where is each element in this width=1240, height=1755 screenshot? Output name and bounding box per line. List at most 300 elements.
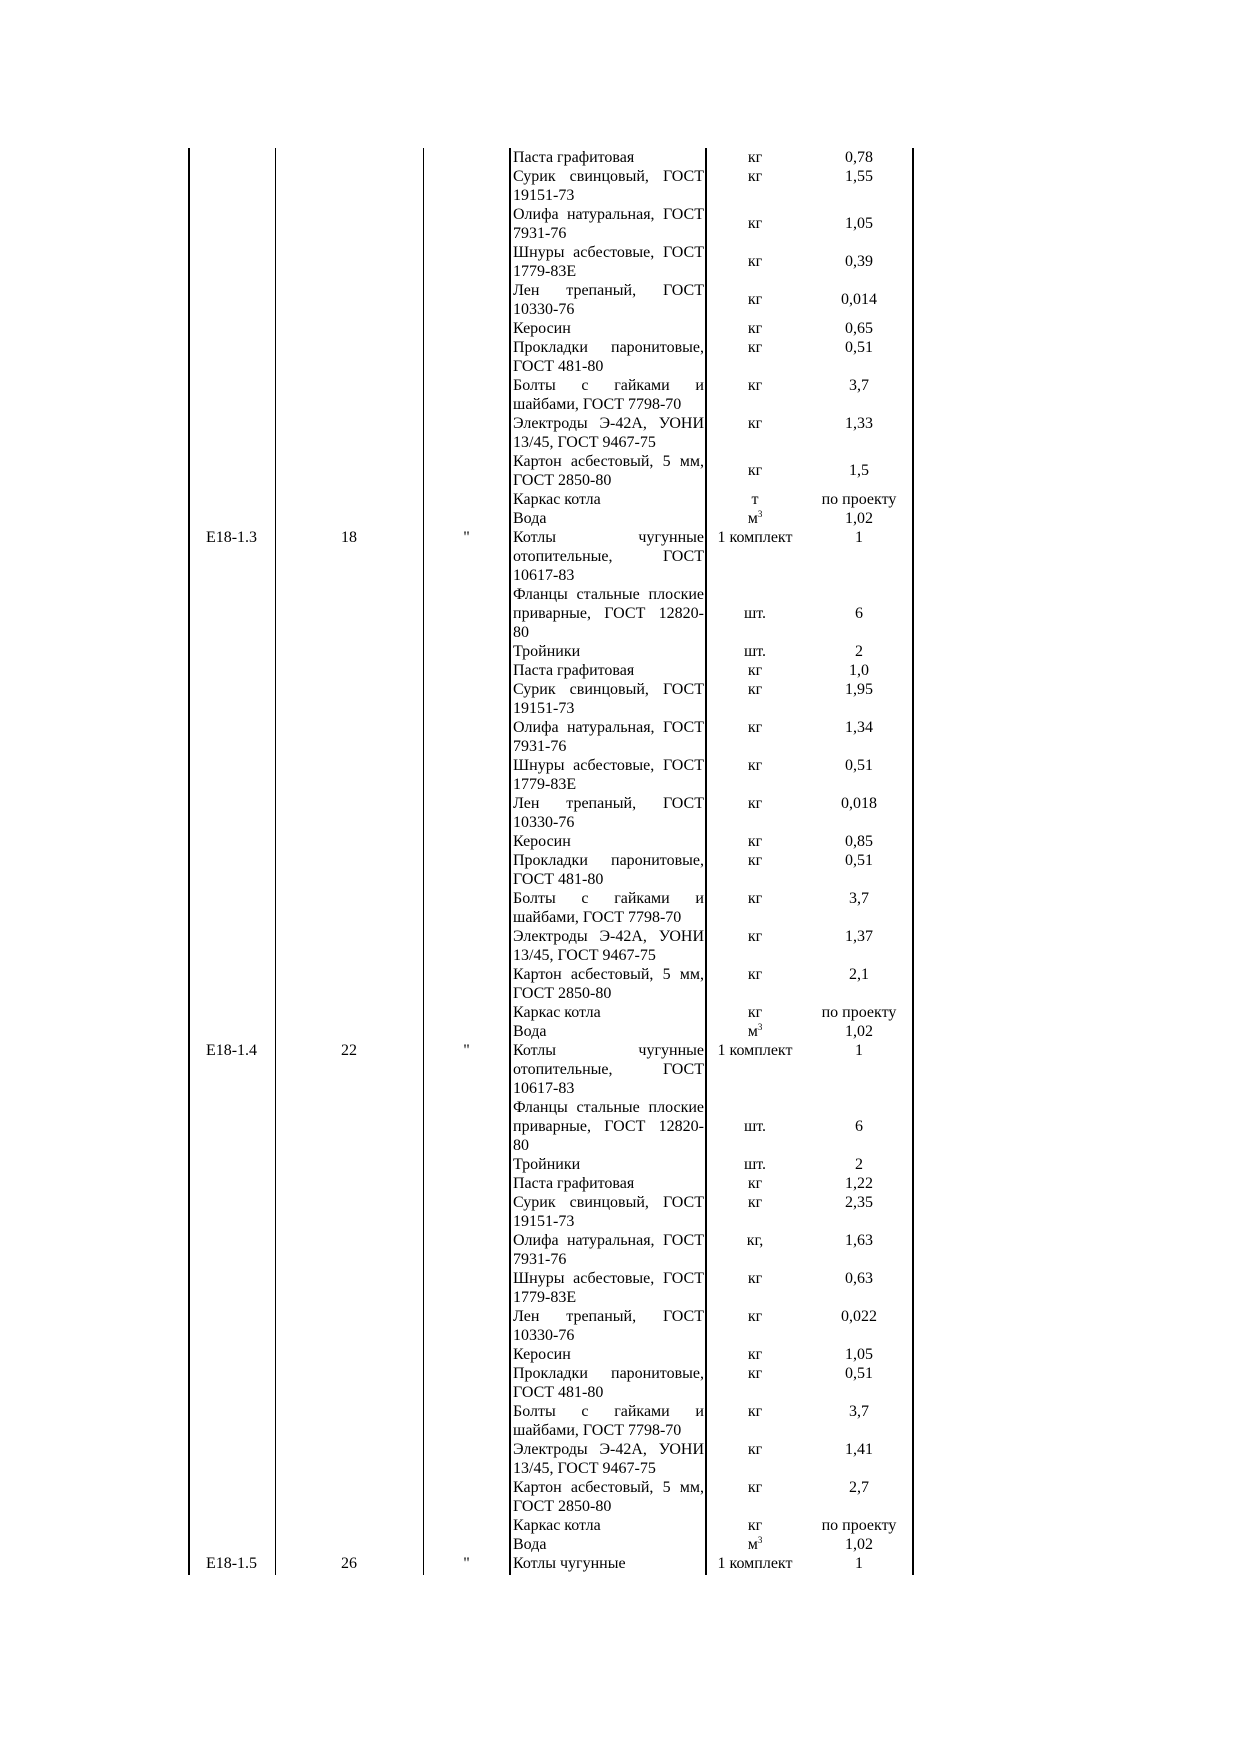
norm-value-cell: по проекту [821, 1517, 897, 1534]
norm-value-cell: 0,51 [845, 1365, 873, 1382]
norm-value-cell: 0,018 [841, 795, 877, 812]
capacity-cell [275, 319, 423, 338]
material-name-line: Каркас котла [513, 1004, 601, 1021]
unit-text: кг [747, 339, 763, 356]
material-name-cell [510, 794, 706, 832]
table-row [188, 414, 914, 452]
ditto-cell [423, 490, 510, 509]
material-name-line: Котлы чугунные [513, 1555, 626, 1572]
rate-code-cell [188, 148, 275, 167]
table-row [188, 661, 914, 680]
material-name-line: Болты с гайками и [513, 377, 704, 394]
material-name-line: Сурик свинцовый, ГОСТ [513, 168, 704, 185]
norm-value-cell: 0,65 [845, 320, 873, 337]
table-row [188, 148, 914, 167]
norm-value-cell: 6 [855, 1118, 863, 1135]
material-name-cell [510, 889, 706, 927]
unit-superscript: 3 [757, 509, 763, 519]
material-name-line: Картон асбестовый, 5 мм, [513, 453, 704, 470]
unit-text: кг [747, 1346, 763, 1363]
unit-cell [706, 1003, 804, 1022]
material-name-line: Вода [513, 510, 547, 527]
table-row [188, 319, 914, 338]
unit-cell [706, 1478, 804, 1497]
table-row [188, 1554, 914, 1573]
material-name-line: 19151-73 [513, 1213, 575, 1230]
table-row [188, 1193, 914, 1231]
unit-cell [706, 167, 804, 186]
norm-value-cell: 1,02 [845, 1536, 873, 1553]
unit-text: шт. [743, 605, 767, 622]
material-name-line: 80 [513, 624, 529, 641]
capacity-cell [275, 1155, 423, 1174]
unit-text: м [747, 1536, 758, 1553]
material-name-line: Вода [513, 1536, 547, 1553]
rate-code-cell [188, 661, 275, 680]
unit-cell [706, 642, 804, 661]
rate-code-cell [188, 832, 275, 851]
unit-text: кг [747, 966, 763, 983]
material-name-line: ГОСТ 481-80 [513, 358, 604, 375]
unit-cell [706, 661, 804, 680]
unit-text: шт. [743, 643, 767, 660]
unit-cell [706, 1174, 804, 1193]
table-row [188, 452, 914, 490]
norm-value-cell: 0,51 [845, 339, 873, 356]
ditto-cell [423, 832, 510, 851]
capacity-cell [275, 661, 423, 680]
material-name-line: шайбами, ГОСТ 7798-70 [513, 1422, 682, 1439]
ditto-cell [423, 1478, 510, 1497]
ditto-cell [423, 1022, 510, 1041]
capacity-cell: 26 [341, 1555, 357, 1572]
table-row [188, 1307, 914, 1345]
ditto-cell [423, 319, 510, 338]
ditto-cell: " [463, 529, 470, 546]
rate-code-cell [188, 452, 275, 471]
unit-superscript: 3 [757, 1535, 763, 1545]
capacity-cell [275, 1478, 423, 1497]
unit-cell [706, 965, 804, 984]
norm-value-cell: 2,7 [849, 1479, 869, 1496]
unit-superscript: 3 [757, 1022, 763, 1032]
rate-code-cell [188, 1478, 275, 1497]
material-name-cell [510, 1098, 706, 1155]
material-name-line: 1779-83Е [513, 263, 577, 280]
ditto-cell [423, 1269, 510, 1288]
unit-text: кг [747, 1004, 763, 1021]
table-row [188, 1003, 914, 1022]
capacity-cell [275, 965, 423, 984]
material-name-cell [510, 1440, 706, 1478]
material-name-line: отопительные, ГОСТ [513, 548, 704, 565]
unit-text: м [747, 1023, 758, 1040]
name-column-left-border [509, 148, 511, 1575]
table-row [188, 1174, 914, 1193]
ditto-cell [423, 1440, 510, 1459]
rate-code-cell [188, 490, 275, 509]
capacity-cell [275, 376, 423, 395]
unit-text: кг [747, 415, 763, 432]
norm-value-cell: 3,7 [849, 890, 869, 907]
unit-cell [706, 490, 804, 509]
rate-code-cell [188, 851, 275, 870]
material-name-line: Керосин [513, 833, 571, 850]
capacity-cell [275, 1098, 423, 1117]
rate-code-cell [188, 889, 275, 908]
table-row [188, 167, 914, 205]
unit-text: кг [747, 890, 763, 907]
unit-cell [706, 1364, 804, 1383]
unit-cell [706, 585, 804, 623]
capacity-cell [275, 794, 423, 813]
unit-cell [706, 794, 804, 813]
ditto-cell [423, 927, 510, 946]
capacity-cell [275, 756, 423, 775]
material-name-line: приварные, ГОСТ 12820- [513, 1118, 704, 1135]
material-name-cell [510, 1478, 706, 1516]
table-row [188, 490, 914, 509]
ditto-cell [423, 414, 510, 433]
unit-cell [706, 756, 804, 775]
norm-value-cell: 1,41 [845, 1441, 873, 1458]
unit-cell [706, 1269, 804, 1288]
ditto-cell [423, 661, 510, 680]
norm-value-cell: 1,5 [849, 462, 869, 479]
material-name-cell [510, 756, 706, 794]
rate-code-cell [188, 281, 275, 300]
unit-cell [706, 509, 804, 528]
unit-cell [706, 1535, 804, 1554]
material-name-line: Шнуры асбестовые, ГОСТ [513, 244, 704, 261]
capacity-cell [275, 509, 423, 528]
rate-code-cell [188, 1307, 275, 1326]
capacity-cell [275, 281, 423, 300]
table-row [188, 281, 914, 319]
material-name-cell [510, 1041, 706, 1098]
unit-text: кг [747, 1308, 763, 1325]
capacity-cell [275, 243, 423, 262]
rate-code-cell [188, 927, 275, 946]
norm-value-cell: 1,02 [845, 510, 873, 527]
ditto-cell [423, 148, 510, 167]
table-row [188, 642, 914, 661]
norm-value-cell: 1,63 [845, 1232, 873, 1249]
rate-code-cell [188, 1231, 275, 1250]
material-name-line: Шнуры асбестовые, ГОСТ [513, 757, 704, 774]
material-name-line: Картон асбестовый, 5 мм, [513, 966, 704, 983]
unit-cell [706, 1307, 804, 1326]
material-name-cell [510, 490, 706, 509]
material-name-line: 13/45, ГОСТ 9467-75 [513, 1460, 656, 1477]
norm-value-cell: 3,7 [849, 377, 869, 394]
ditto-cell [423, 376, 510, 395]
capacity-cell [275, 585, 423, 604]
table-row [188, 680, 914, 718]
material-name-cell [510, 509, 706, 528]
material-name-cell [510, 414, 706, 452]
unit-cell [706, 1155, 804, 1174]
table-row [188, 832, 914, 851]
material-name-cell [510, 1003, 706, 1022]
material-name-line: Сурик свинцовый, ГОСТ [513, 1194, 704, 1211]
unit-text: кг [747, 833, 763, 850]
material-name-cell [510, 205, 706, 243]
ditto-cell [423, 1098, 510, 1117]
column-divider [423, 148, 424, 1575]
rate-code-cell [188, 794, 275, 813]
ditto-cell [423, 1193, 510, 1212]
rate-code-cell [188, 585, 275, 604]
ditto-cell [423, 889, 510, 908]
capacity-cell [275, 452, 423, 471]
material-name-cell [510, 167, 706, 205]
rate-code-cell [188, 1022, 275, 1041]
material-name-line: Шнуры асбестовые, ГОСТ [513, 1270, 704, 1287]
material-name-cell [510, 1231, 706, 1269]
table-row [188, 1535, 914, 1554]
norm-value-cell: 1 [855, 1555, 863, 1572]
material-name-cell [510, 338, 706, 376]
capacity-cell [275, 1193, 423, 1212]
ditto-cell [423, 851, 510, 870]
table-row [188, 1022, 914, 1041]
capacity-cell [275, 490, 423, 509]
material-name-line: 1779-83Е [513, 1289, 577, 1306]
unit-text: кг [747, 1365, 763, 1382]
ditto-cell [423, 167, 510, 186]
norm-value-cell: 1,33 [845, 415, 873, 432]
material-name-line: Тройники [513, 1156, 581, 1173]
unit-cell [706, 1402, 804, 1421]
ditto-cell [423, 1402, 510, 1421]
material-name-line: Лен трепаный, ГОСТ [513, 282, 704, 299]
capacity-cell [275, 889, 423, 908]
material-name-line: ГОСТ 2850-80 [513, 472, 612, 489]
material-name-line: Сурик свинцовый, ГОСТ [513, 681, 704, 698]
table-row [188, 965, 914, 1003]
table-left-border [188, 148, 190, 1575]
ditto-cell: " [463, 1042, 470, 1059]
table-row [188, 376, 914, 414]
norm-value-cell: 1,55 [845, 168, 873, 185]
capacity-cell [275, 148, 423, 167]
unit-cell [706, 851, 804, 870]
table-row [188, 794, 914, 832]
norm-value-cell: 0,51 [845, 757, 873, 774]
norm-value-cell: 2,1 [849, 966, 869, 983]
unit-cell [706, 1041, 804, 1060]
unit-text: кг [747, 719, 763, 736]
material-name-cell [510, 1402, 706, 1440]
material-name-cell [510, 148, 706, 167]
material-name-line: Электроды Э-42А, УОНИ [513, 415, 704, 432]
table-row [188, 1402, 914, 1440]
material-name-cell [510, 1345, 706, 1364]
rate-code-cell [188, 414, 275, 433]
material-name-line: Прокладки паронитовые, [513, 1365, 704, 1382]
unit-text: м [747, 510, 758, 527]
norm-value-cell: 0,51 [845, 852, 873, 869]
unit-cell [706, 1554, 804, 1573]
table-row [188, 756, 914, 794]
norm-value-cell: 0,78 [845, 149, 873, 166]
material-name-line: 10617-83 [513, 1080, 575, 1097]
unit-cell [706, 376, 804, 395]
unit-cell [706, 1440, 804, 1459]
unit-cell [706, 338, 804, 357]
ditto-cell [423, 1345, 510, 1364]
unit-text: кг [747, 377, 763, 394]
unit-text: шт. [743, 1156, 767, 1173]
unit-text: кг [747, 1441, 763, 1458]
material-name-line: Паста графитовая [513, 662, 635, 679]
norm-value-cell: 0,022 [841, 1308, 877, 1325]
capacity-cell: 18 [341, 529, 357, 546]
ditto-cell [423, 1307, 510, 1326]
rate-code-cell [188, 376, 275, 395]
material-name-cell [510, 452, 706, 490]
norm-value-cell: 0,63 [845, 1270, 873, 1287]
unit-text: шт. [743, 1118, 767, 1135]
material-name-line: Котлы чугунные [513, 529, 704, 546]
table-row [188, 528, 914, 585]
material-name-line: Картон асбестовый, 5 мм, [513, 1479, 704, 1496]
unit-text: кг [747, 320, 763, 337]
ditto-cell [423, 205, 510, 224]
capacity-cell [275, 338, 423, 357]
table-body [188, 148, 914, 1573]
unit-cell [706, 1231, 804, 1250]
capacity-cell: 22 [341, 1042, 357, 1059]
capacity-cell [275, 205, 423, 224]
table-row [188, 1269, 914, 1307]
norm-value-cell: 1 [855, 529, 863, 546]
material-name-cell [510, 528, 706, 585]
norm-value-cell: 6 [855, 605, 863, 622]
rate-code-cell: Е18-1.5 [205, 1555, 258, 1572]
material-name-line: Каркас котла [513, 491, 601, 508]
material-name-cell [510, 832, 706, 851]
rate-code-cell [188, 1193, 275, 1212]
unit-text: 1 комплект [717, 529, 793, 546]
material-name-line: Вода [513, 1023, 547, 1040]
norm-value-cell: 1,05 [845, 215, 873, 232]
material-name-line: ГОСТ 2850-80 [513, 985, 612, 1002]
material-name-line: Прокладки паронитовые, [513, 339, 704, 356]
unit-cell [706, 1345, 804, 1364]
ditto-cell: " [463, 1555, 470, 1572]
rate-code-cell [188, 1364, 275, 1383]
unit-text: кг [747, 149, 763, 166]
capacity-cell [275, 680, 423, 699]
material-name-cell [510, 1554, 706, 1573]
norm-value-cell: 0,39 [845, 253, 873, 270]
material-name-cell [510, 680, 706, 718]
material-name-cell [510, 718, 706, 756]
material-name-line: Фланцы стальные плоские [513, 586, 704, 603]
capacity-cell [275, 1440, 423, 1459]
material-name-cell [510, 1022, 706, 1041]
unit-text: кг [747, 795, 763, 812]
ditto-cell [423, 585, 510, 604]
material-name-line: Тройники [513, 643, 581, 660]
capacity-cell [275, 851, 423, 870]
material-name-line: Паста графитовая [513, 149, 635, 166]
capacity-cell [275, 832, 423, 851]
column-divider [275, 148, 276, 1575]
material-name-cell [510, 642, 706, 661]
rate-code-cell: Е18-1.3 [205, 529, 258, 546]
norm-value-cell: 0,014 [841, 291, 877, 308]
unit-text: кг [747, 291, 763, 308]
capacity-cell [275, 927, 423, 946]
ditto-cell [423, 1155, 510, 1174]
material-name-line: Лен трепаный, ГОСТ [513, 1308, 704, 1325]
capacity-cell [275, 718, 423, 737]
unit-text: кг [747, 462, 763, 479]
capacity-cell [275, 1307, 423, 1326]
table-right-border [912, 148, 914, 1575]
rate-code-cell: Е18-1.4 [205, 1042, 258, 1059]
material-name-line: Каркас котла [513, 1517, 601, 1534]
table-row [188, 205, 914, 243]
material-name-line: 7931-76 [513, 1251, 567, 1268]
material-name-line: 1779-83Е [513, 776, 577, 793]
material-name-line: 13/45, ГОСТ 9467-75 [513, 434, 656, 451]
unit-cell [706, 927, 804, 946]
material-name-cell [510, 1307, 706, 1345]
table-row [188, 1440, 914, 1478]
ditto-cell [423, 1174, 510, 1193]
table-row [188, 338, 914, 376]
rate-code-cell [188, 1535, 275, 1554]
rate-code-cell [188, 1003, 275, 1022]
rate-code-cell [188, 1345, 275, 1364]
material-name-cell [510, 661, 706, 680]
norm-value-cell: 2,35 [845, 1194, 873, 1211]
unit-text: кг [747, 253, 763, 270]
table-row [188, 1041, 914, 1098]
material-name-line: 19151-73 [513, 700, 575, 717]
unit-cell [706, 148, 804, 167]
unit-text: кг [747, 1403, 763, 1420]
rate-code-cell [188, 167, 275, 186]
unit-text: кг [747, 215, 763, 232]
norm-value-cell: 1,37 [845, 928, 873, 945]
norm-value-cell: 1,0 [849, 662, 869, 679]
norm-value-cell: 1,34 [845, 719, 873, 736]
rate-code-cell [188, 1269, 275, 1288]
ditto-cell [423, 452, 510, 471]
table-row [188, 851, 914, 889]
table-row [188, 1364, 914, 1402]
material-name-line: ГОСТ 2850-80 [513, 1498, 612, 1515]
ditto-cell [423, 794, 510, 813]
capacity-cell [275, 167, 423, 186]
unit-text: кг [747, 1270, 763, 1287]
ditto-cell [423, 1516, 510, 1535]
ditto-cell [423, 1535, 510, 1554]
capacity-cell [275, 1516, 423, 1535]
ditto-cell [423, 718, 510, 737]
material-name-cell [510, 1516, 706, 1535]
rate-code-cell [188, 338, 275, 357]
table-row [188, 1345, 914, 1364]
rate-code-cell [188, 205, 275, 224]
unit-cell [706, 414, 804, 433]
unit-cell [706, 1516, 804, 1535]
